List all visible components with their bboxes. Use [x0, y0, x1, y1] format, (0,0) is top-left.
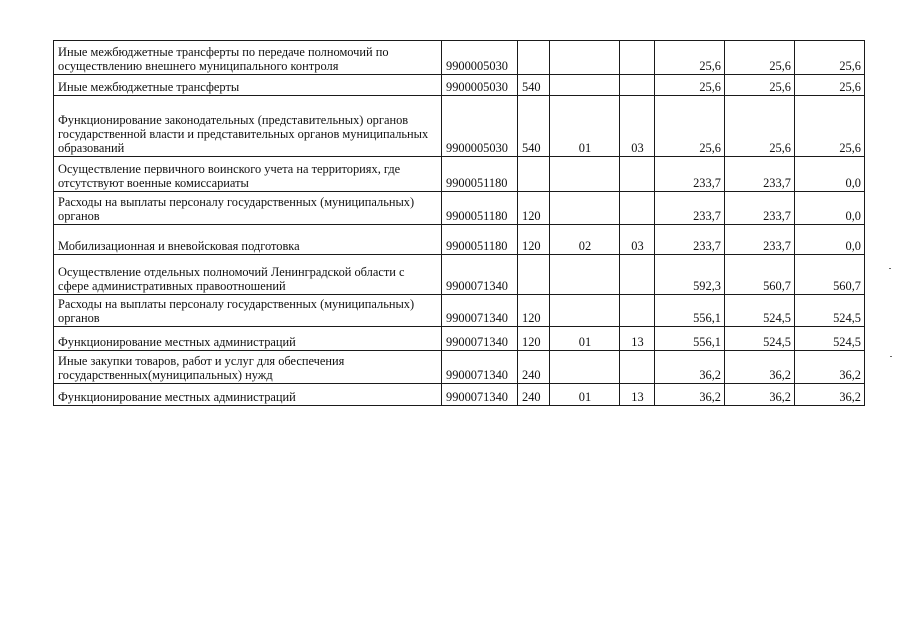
- table-row: [54, 295, 865, 327]
- row-name: Осуществление отдельных полномочий Ленинградской области с сфере административных правоотношений: [54, 255, 442, 295]
- amount-year-2: 233,7: [725, 192, 795, 225]
- table-row: [54, 157, 865, 192]
- amount-year-3: 0,0: [795, 192, 865, 225]
- amount-year-3: 25,6: [795, 41, 865, 75]
- target-article-code: 9900005030: [442, 41, 518, 75]
- table-row: [54, 41, 865, 75]
- section-code: [550, 75, 620, 96]
- row-name: Расходы на выплаты персоналу государственных (муниципальных) органов: [54, 192, 442, 225]
- target-article-code: 9900071340: [442, 384, 518, 406]
- section-code: [550, 192, 620, 225]
- subsection-code: [620, 192, 655, 225]
- amount-year-1: 592,3: [655, 255, 725, 295]
- amount-year-3: 0,0: [795, 157, 865, 192]
- amount-year-3: 36,2: [795, 384, 865, 406]
- budget-table: [53, 40, 865, 406]
- amount-year-3: 560,7: [795, 255, 865, 295]
- target-article-code: 9900051180: [442, 225, 518, 255]
- target-article-code: 9900005030: [442, 75, 518, 96]
- amount-year-3: 36,2: [795, 351, 865, 384]
- target-article-code: 9900071340: [442, 327, 518, 351]
- table-row: [54, 75, 865, 96]
- amount-year-1: 233,7: [655, 157, 725, 192]
- target-article-code: 9900071340: [442, 295, 518, 327]
- expense-type-code: 240: [518, 384, 550, 406]
- table-row: [54, 225, 865, 255]
- subsection-code: [620, 255, 655, 295]
- row-name: Осуществление первичного воинского учета на территориях, где отсутствуют военные комиссариаты: [54, 157, 442, 192]
- table-row: [54, 255, 865, 295]
- subsection-code: 13: [620, 327, 655, 351]
- section-code: [550, 157, 620, 192]
- expense-type-code: [518, 41, 550, 75]
- amount-year-3: 25,6: [795, 96, 865, 157]
- subsection-code: 03: [620, 96, 655, 157]
- expense-type-code: 120: [518, 192, 550, 225]
- amount-year-2: 25,6: [725, 96, 795, 157]
- section-code: [550, 41, 620, 75]
- amount-year-1: 556,1: [655, 327, 725, 351]
- subsection-code: 13: [620, 384, 655, 406]
- section-code: 01: [550, 96, 620, 157]
- amount-year-1: 556,1: [655, 295, 725, 327]
- amount-year-2: 524,5: [725, 327, 795, 351]
- target-article-code: 9900051180: [442, 192, 518, 225]
- table-row: [54, 351, 865, 384]
- amount-year-3: 524,5: [795, 295, 865, 327]
- amount-year-2: 233,7: [725, 157, 795, 192]
- expense-type-code: 240: [518, 351, 550, 384]
- expense-type-code: 540: [518, 75, 550, 96]
- row-name: Функционирование законодательных (представительных) органов государственной власти и представительных органов муниципальных образований: [54, 96, 442, 157]
- expense-type-code: 120: [518, 295, 550, 327]
- expense-type-code: 120: [518, 327, 550, 351]
- section-code: [550, 295, 620, 327]
- amount-year-1: 25,6: [655, 96, 725, 157]
- table-row: [54, 327, 865, 351]
- row-name: Функционирование местных администраций: [54, 327, 442, 351]
- amount-year-3: 25,6: [795, 75, 865, 96]
- section-code: [550, 351, 620, 384]
- amount-year-2: 233,7: [725, 225, 795, 255]
- expense-type-code: [518, 157, 550, 192]
- section-code: 01: [550, 384, 620, 406]
- section-code: [550, 255, 620, 295]
- amount-year-2: 25,6: [725, 75, 795, 96]
- table-row: [54, 192, 865, 225]
- subsection-code: 03: [620, 225, 655, 255]
- amount-year-3: 524,5: [795, 327, 865, 351]
- subsection-code: [620, 295, 655, 327]
- amount-year-1: 36,2: [655, 351, 725, 384]
- subsection-code: [620, 157, 655, 192]
- row-name: Функционирование местных администраций: [54, 384, 442, 406]
- amount-year-1: 233,7: [655, 192, 725, 225]
- table-row: [54, 96, 865, 157]
- row-name: Расходы на выплаты персоналу государственных (муниципальных) органов: [54, 295, 442, 327]
- expense-type-code: [518, 255, 550, 295]
- target-article-code: 9900051180: [442, 157, 518, 192]
- target-article-code: 9900071340: [442, 351, 518, 384]
- scan-speck: [889, 268, 891, 269]
- target-article-code: 9900071340: [442, 255, 518, 295]
- scan-speck: [890, 356, 892, 357]
- subsection-code: [620, 41, 655, 75]
- row-name: Иные межбюджетные трансферты по передаче полномочий по осуществлению внешнего муниципального контроля: [54, 41, 442, 75]
- expense-type-code: 120: [518, 225, 550, 255]
- amount-year-3: 0,0: [795, 225, 865, 255]
- target-article-code: 9900005030: [442, 96, 518, 157]
- table-row: [54, 384, 865, 406]
- amount-year-2: 25,6: [725, 41, 795, 75]
- amount-year-1: 233,7: [655, 225, 725, 255]
- row-name: Мобилизационная и вневойсковая подготовка: [54, 225, 442, 255]
- section-code: 02: [550, 225, 620, 255]
- amount-year-2: 36,2: [725, 351, 795, 384]
- amount-year-1: 36,2: [655, 384, 725, 406]
- subsection-code: [620, 75, 655, 96]
- row-name: Иные закупки товаров, работ и услуг для обеспечения государственных(муниципальных) нужд: [54, 351, 442, 384]
- amount-year-2: 36,2: [725, 384, 795, 406]
- amount-year-1: 25,6: [655, 75, 725, 96]
- subsection-code: [620, 351, 655, 384]
- amount-year-2: 560,7: [725, 255, 795, 295]
- amount-year-2: 524,5: [725, 295, 795, 327]
- section-code: 01: [550, 327, 620, 351]
- row-name: Иные межбюджетные трансферты: [54, 75, 442, 96]
- expense-type-code: 540: [518, 96, 550, 157]
- amount-year-1: 25,6: [655, 41, 725, 75]
